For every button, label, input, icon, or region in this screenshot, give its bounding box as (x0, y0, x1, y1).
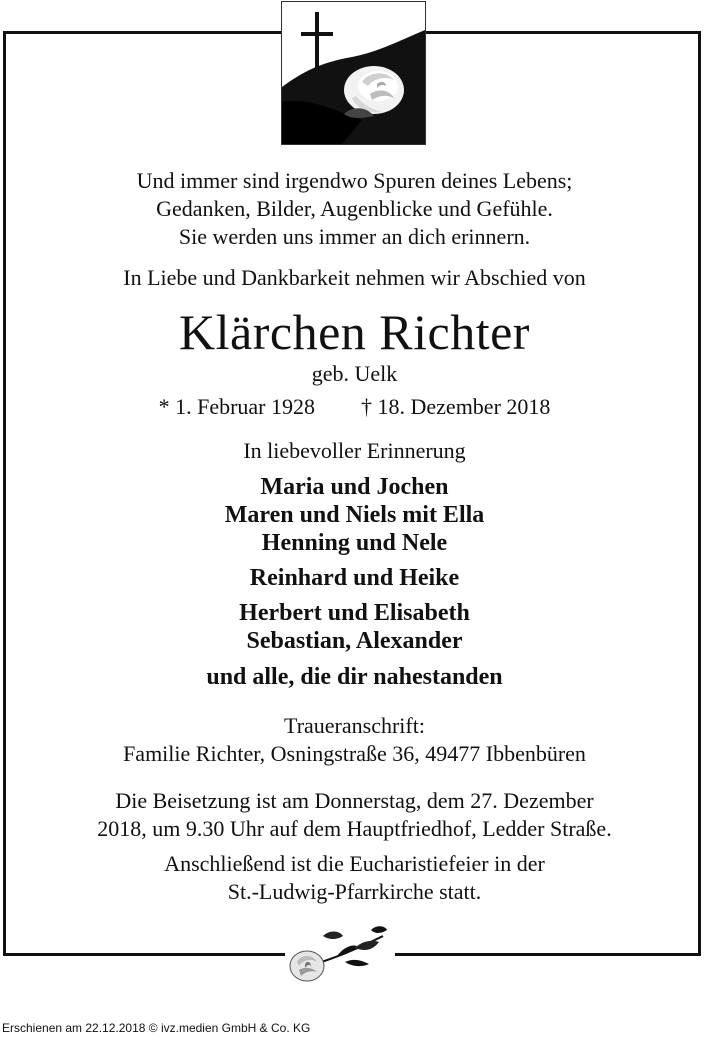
life-dates-line (10, 393, 699, 421)
service-info (10, 850, 699, 906)
poem-line: Sie werden uns immer an dich erinnern. (178, 224, 531, 249)
mourner-line: Reinhard und Heike (249, 565, 460, 591)
farewell-intro (10, 264, 699, 292)
funeral-line: Die Beisetzung ist am Donnerstag, dem 27. Dezember (115, 788, 594, 813)
service-line: Anschließend ist die Eucharistiefeier in der (164, 851, 545, 876)
funeral-line: 2018, um 9.30 Uhr auf dem Hauptfriedhof, Ledder Straße. (97, 816, 612, 841)
rose-icon (285, 922, 395, 986)
cross-rose-icon (281, 1, 426, 145)
mourner-line: Henning und Nele (261, 530, 448, 556)
memory-line: In liebevoller Erinnerung (243, 438, 466, 463)
mourner-line: Maren und Niels mit Ella (224, 502, 485, 528)
mourner-line: Herbert und Elisabeth (239, 600, 470, 626)
mourner-line: Maria und Jochen (260, 474, 449, 500)
address-value: Familie Richter, Osningstraße 36, 49477 Ibbenbüren (123, 741, 586, 766)
mourning-address (10, 712, 699, 768)
mourners-list (10, 473, 699, 691)
mourner-line: und alle, die dir nahestanden (206, 664, 503, 690)
poem-block (10, 167, 699, 251)
mourner-line: Sebastian, Alexander (246, 628, 463, 654)
birth-name-block (10, 360, 699, 388)
poem-line: Gedanken, Bilder, Augenblicke und Gefühle. (156, 196, 553, 221)
farewell-intro-text: In Liebe und Dankbarkeit nehmen wir Abschied von (123, 265, 586, 290)
death-date: † 18. Dezember 2018 (361, 394, 551, 419)
service-line: St.-Ludwig-Pfarrkirche statt. (227, 879, 482, 904)
birth-name: geb. Uelk (311, 361, 398, 386)
poem-line: Und immer sind irgendwo Spuren deines Lebens; (136, 168, 573, 193)
funeral-info (10, 787, 699, 843)
deceased-name: Klärchen Richter (179, 304, 530, 360)
life-dates (10, 393, 699, 421)
address-label: Traueranschrift: (284, 713, 425, 738)
birth-date: * 1. Februar 1928 (158, 394, 316, 419)
publication-footer: Erschienen am 22.12.2018 © ivz.medien GmbH & Co. KG (2, 1021, 311, 1035)
memory-block (10, 437, 699, 465)
